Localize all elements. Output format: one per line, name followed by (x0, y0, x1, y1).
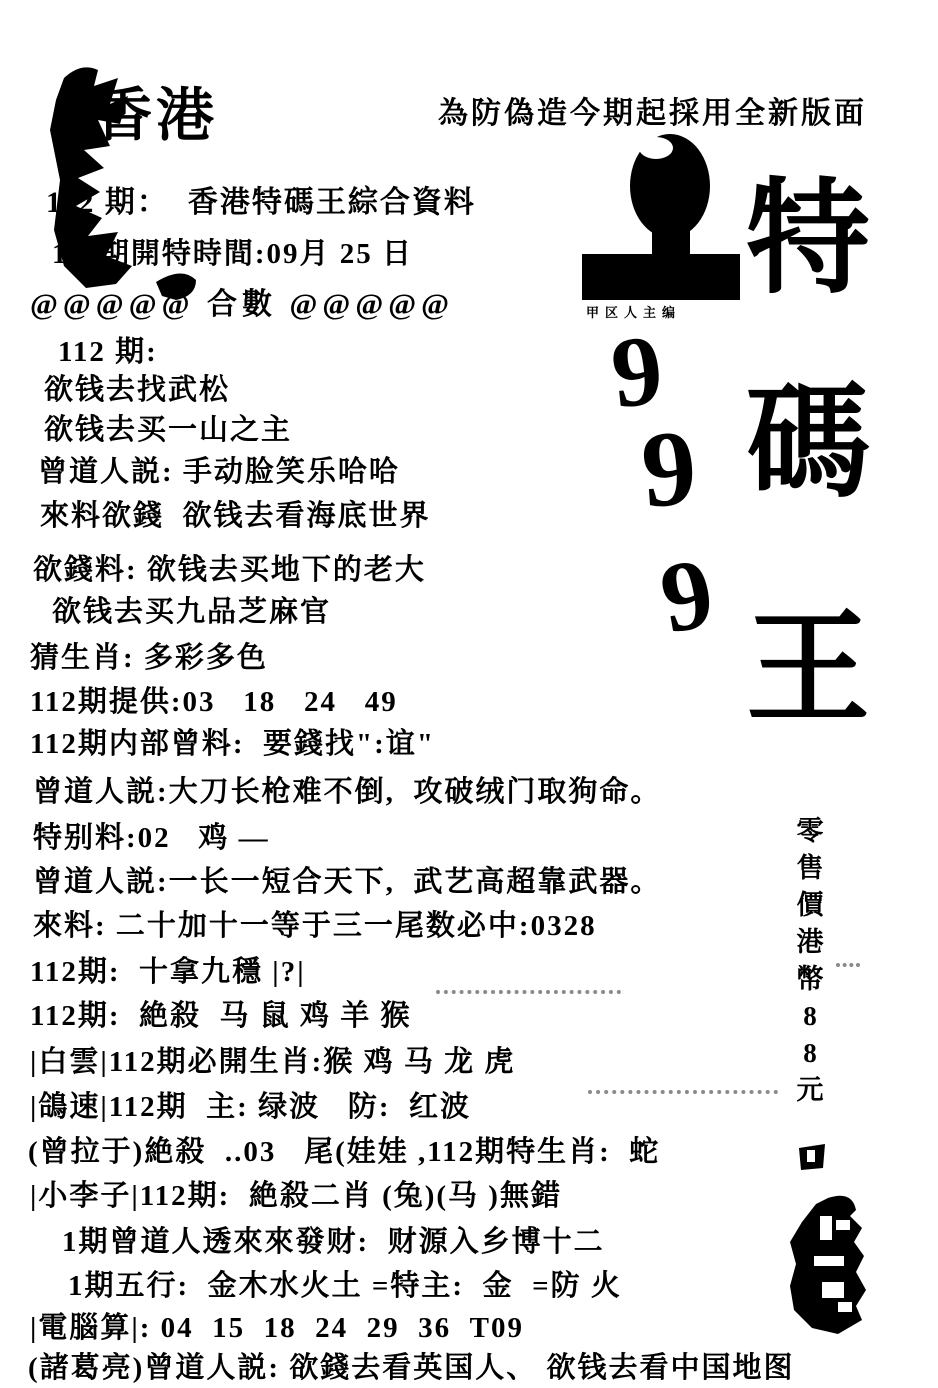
scan-artifact (588, 1090, 778, 1094)
masthead-title-char: 碼 (746, 375, 871, 512)
text-line: 112期開特時間:09月 25 日 (52, 238, 414, 270)
text-line: (曾拉于)絶殺 ..03 尾(娃娃 ,112期特生肖: 蛇 (28, 1136, 661, 1168)
masthead-title-char: 特 (746, 171, 871, 308)
text-line: 曾道人説:大刀长枪难不倒, 攻破绒门取狗命。 (33, 776, 662, 808)
price-char: 港 (796, 927, 824, 957)
price-char: 售 (796, 853, 824, 883)
text-line: 112期: 絶殺 马 鼠 鸡 羊 猴 (30, 1000, 412, 1032)
text-line: 曾道人説: 手动脸笑乐哈哈 (38, 456, 400, 488)
text-line: 欲錢料: 欲钱去买地下的老大 (33, 554, 426, 586)
text-line: 來料: 二十加十一等于三一尾数必中:0328 (33, 910, 597, 942)
ink-mark-icon (795, 1142, 829, 1172)
price-char: 零 (796, 816, 824, 846)
numeral-nine-decoration: 9 (606, 313, 668, 430)
text-line: (諸葛亮)曾道人説: 欲錢去看英国人、 欲钱去看中国地图 (28, 1352, 795, 1384)
price-char: 元 (796, 1075, 824, 1105)
price-char: 8 (803, 1038, 817, 1068)
text-line: 112期内部曾料: 要錢找":谊" (30, 728, 435, 760)
anti-counterfeit-notice: 為防偽造今期起採用全新版面 (438, 97, 867, 130)
numeral-nine-decoration: 9 (652, 536, 722, 655)
text-line: 來料欲錢 欲钱去看海底世界 (40, 500, 431, 532)
scan-artifact (436, 990, 621, 994)
text-line: 1期曾道人透來來發财: 财源入乡博十二 (62, 1226, 605, 1258)
text-line: 112 期： 香港特碼王綜合資料 (46, 186, 476, 219)
price-char: 價 (796, 890, 824, 920)
price-char: 幣 (796, 964, 824, 994)
text-line: @@@@@ 合數 @@@@@ (30, 288, 455, 321)
text-line: |小李子|112期: 絶殺二肖 (兔)(马 )無錯 (30, 1180, 562, 1212)
text-line: 欲钱去买九品芝麻官 (52, 596, 332, 628)
price-column (791, 818, 829, 1104)
ink-seal-icon (786, 1194, 886, 1336)
masthead-title-char: 王 (746, 601, 871, 738)
region-label: 香港 (94, 83, 219, 148)
text-line: |鴿速|112期 主: 绿波 防: 红波 (30, 1091, 471, 1123)
scan-artifact (836, 963, 860, 967)
portrait-caption: 甲区人主编 (586, 305, 682, 320)
text-line: 1期五行: 金木水火土 =特主: 金 =防 火 (68, 1270, 622, 1302)
portrait-silhouette-icon (578, 130, 744, 302)
text-line: 112 期: (58, 336, 158, 368)
text-line: |電腦算|: 04 15 18 24 29 36 T09 (30, 1312, 525, 1344)
text-line: |白雲|112期必開生肖:猴 鸡 马 龙 虎 (30, 1046, 516, 1078)
text-line: 欲钱去找武松 (44, 374, 231, 406)
text-line: 特别料:02 鸡 — (33, 822, 270, 854)
text-line: 欲钱去买一山之主 (44, 414, 293, 446)
text-line: 112期: 十拿九穩 |?| (30, 956, 306, 988)
price-char: 8 (803, 1001, 817, 1031)
numeral-nine-decoration: 9 (637, 408, 701, 531)
text-line: 猜生肖: 多彩多色 (30, 642, 268, 674)
text-line: 曾道人説:一长一短合天下, 武艺高超靠武器。 (33, 866, 662, 898)
text-line: 112期提供:03 18 24 49 (30, 686, 398, 718)
